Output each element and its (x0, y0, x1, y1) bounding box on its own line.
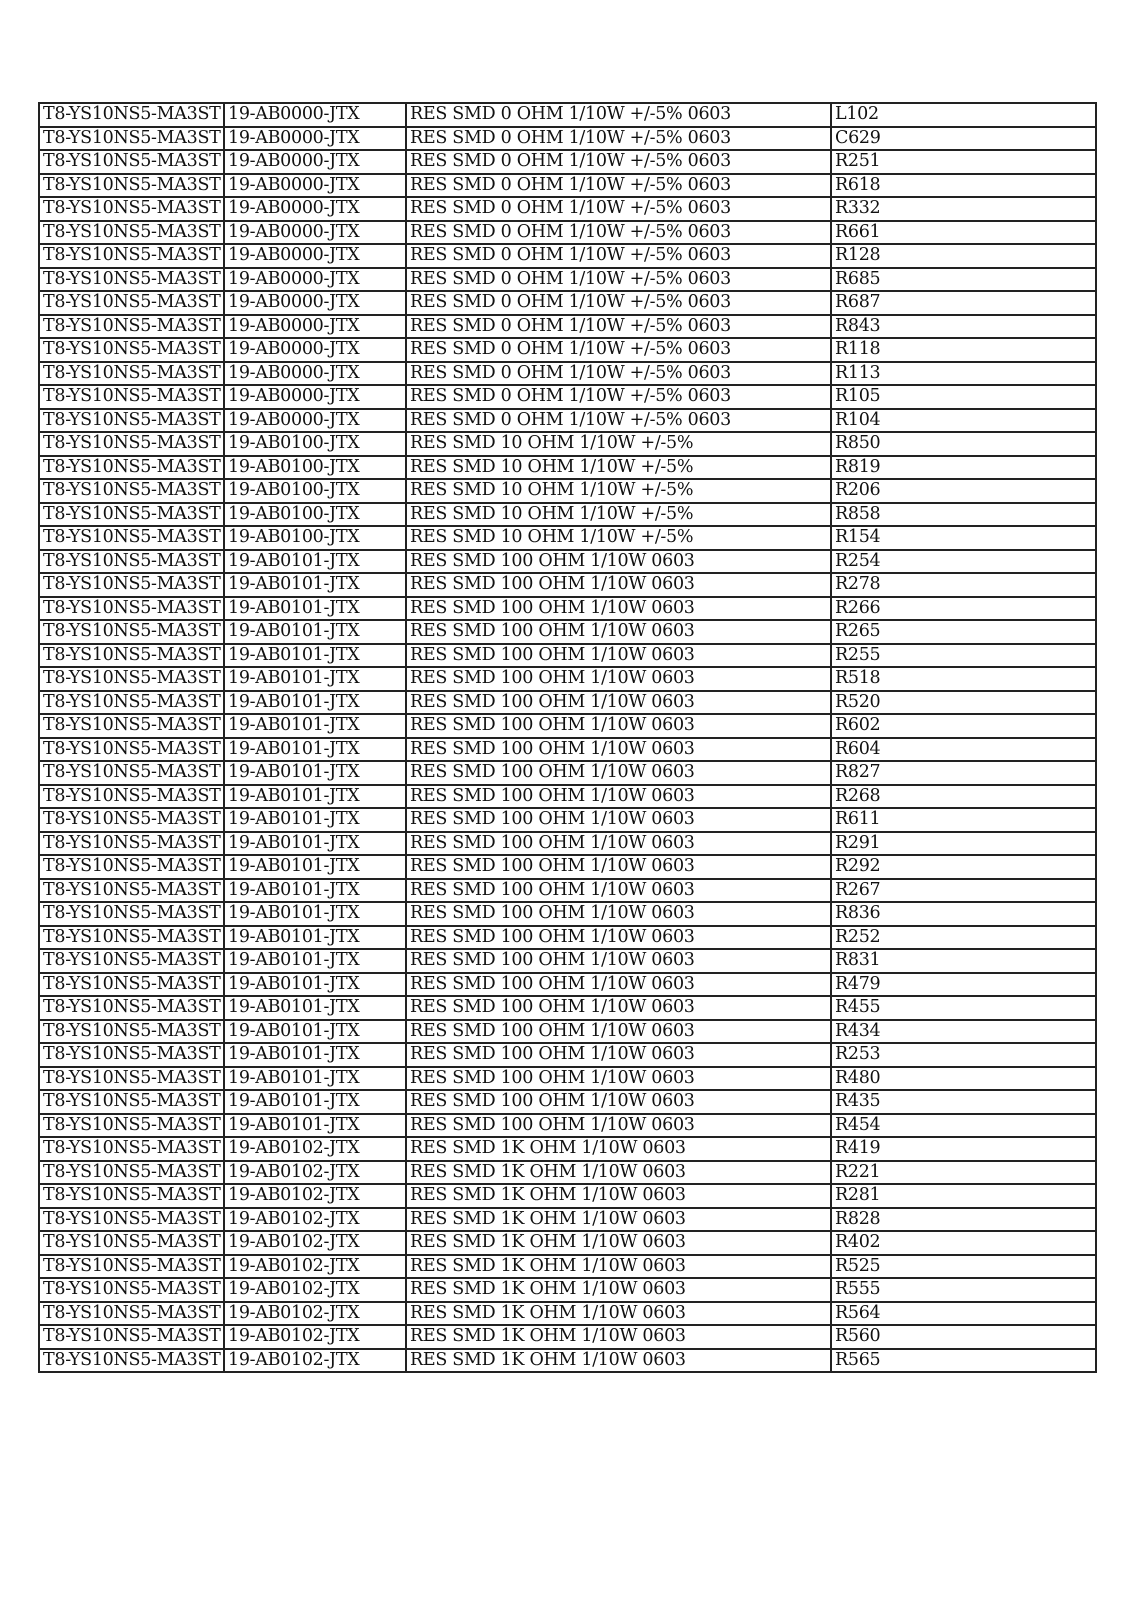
table-row (39, 597, 1096, 621)
table-row (39, 949, 1096, 973)
description-cell: RES SMD 100 OHM 1/10W 0603 (406, 879, 831, 903)
location-cell: R520 (831, 691, 1096, 715)
part-number-cell: 19-AB0000-JTX (224, 197, 406, 221)
location-cell: R836 (831, 902, 1096, 926)
part-number-cell: 19-AB0100-JTX (224, 503, 406, 527)
location-cell: R253 (831, 1043, 1096, 1067)
model-cell: T8-YS10NS5-MA3ST (39, 926, 224, 950)
description-cell: RES SMD 100 OHM 1/10W 0603 (406, 597, 831, 621)
model-cell: T8-YS10NS5-MA3ST (39, 174, 224, 198)
table-row (39, 902, 1096, 926)
table-row (39, 127, 1096, 151)
model-cell: T8-YS10NS5-MA3ST (39, 761, 224, 785)
description-cell: RES SMD 100 OHM 1/10W 0603 (406, 1043, 831, 1067)
table-row (39, 667, 1096, 691)
location-cell: R831 (831, 949, 1096, 973)
location-cell: R560 (831, 1325, 1096, 1349)
part-number-cell: 19-AB0101-JTX (224, 1043, 406, 1067)
location-cell: R128 (831, 244, 1096, 268)
table-row (39, 244, 1096, 268)
table-row (39, 526, 1096, 550)
description-cell: RES SMD 0 OHM 1/10W +/-5% 0603 (406, 338, 831, 362)
table-row (39, 1255, 1096, 1279)
location-cell: R332 (831, 197, 1096, 221)
table-row (39, 409, 1096, 433)
part-number-cell: 19-AB0101-JTX (224, 808, 406, 832)
part-number-cell: 19-AB0000-JTX (224, 409, 406, 433)
description-cell: RES SMD 1K OHM 1/10W 0603 (406, 1278, 831, 1302)
part-number-cell: 19-AB0000-JTX (224, 362, 406, 386)
description-cell: RES SMD 100 OHM 1/10W 0603 (406, 644, 831, 668)
description-cell: RES SMD 1K OHM 1/10W 0603 (406, 1302, 831, 1326)
table-row (39, 808, 1096, 832)
model-cell: T8-YS10NS5-MA3ST (39, 338, 224, 362)
part-number-cell: 19-AB0102-JTX (224, 1302, 406, 1326)
description-cell: RES SMD 100 OHM 1/10W 0603 (406, 550, 831, 574)
location-cell: R252 (831, 926, 1096, 950)
table-row (39, 1161, 1096, 1185)
model-cell: T8-YS10NS5-MA3ST (39, 385, 224, 409)
part-number-cell: 19-AB0101-JTX (224, 667, 406, 691)
model-cell: T8-YS10NS5-MA3ST (39, 409, 224, 433)
description-cell: RES SMD 100 OHM 1/10W 0603 (406, 808, 831, 832)
table-row (39, 1114, 1096, 1138)
description-cell: RES SMD 0 OHM 1/10W +/-5% 0603 (406, 197, 831, 221)
model-cell: T8-YS10NS5-MA3ST (39, 808, 224, 832)
location-cell: R278 (831, 573, 1096, 597)
location-cell: R113 (831, 362, 1096, 386)
model-cell: T8-YS10NS5-MA3ST (39, 550, 224, 574)
table-row (39, 714, 1096, 738)
part-number-cell: 19-AB0101-JTX (224, 738, 406, 762)
model-cell: T8-YS10NS5-MA3ST (39, 1043, 224, 1067)
model-cell: T8-YS10NS5-MA3ST (39, 996, 224, 1020)
part-number-cell: 19-AB0101-JTX (224, 620, 406, 644)
table-row (39, 550, 1096, 574)
part-number-cell: 19-AB0100-JTX (224, 456, 406, 480)
table-row (39, 315, 1096, 339)
location-cell: R435 (831, 1090, 1096, 1114)
location-cell: R267 (831, 879, 1096, 903)
location-cell: R687 (831, 291, 1096, 315)
location-cell: R565 (831, 1349, 1096, 1373)
part-number-cell: 19-AB0101-JTX (224, 1114, 406, 1138)
model-cell: T8-YS10NS5-MA3ST (39, 268, 224, 292)
part-number-cell: 19-AB0000-JTX (224, 174, 406, 198)
table-row (39, 573, 1096, 597)
description-cell: RES SMD 100 OHM 1/10W 0603 (406, 785, 831, 809)
part-number-cell: 19-AB0101-JTX (224, 832, 406, 856)
table-row (39, 174, 1096, 198)
location-cell: R602 (831, 714, 1096, 738)
model-cell: T8-YS10NS5-MA3ST (39, 221, 224, 245)
part-number-cell: 19-AB0101-JTX (224, 644, 406, 668)
description-cell: RES SMD 1K OHM 1/10W 0603 (406, 1184, 831, 1208)
part-number-cell: 19-AB0102-JTX (224, 1278, 406, 1302)
part-number-cell: 19-AB0100-JTX (224, 479, 406, 503)
part-number-cell: 19-AB0000-JTX (224, 338, 406, 362)
model-cell: T8-YS10NS5-MA3ST (39, 315, 224, 339)
model-cell: T8-YS10NS5-MA3ST (39, 1231, 224, 1255)
table-row (39, 103, 1096, 127)
part-number-cell: 19-AB0101-JTX (224, 761, 406, 785)
description-cell: RES SMD 100 OHM 1/10W 0603 (406, 855, 831, 879)
location-cell: R611 (831, 808, 1096, 832)
part-number-cell: 19-AB0101-JTX (224, 573, 406, 597)
location-cell: R118 (831, 338, 1096, 362)
model-cell: T8-YS10NS5-MA3ST (39, 879, 224, 903)
part-number-cell: 19-AB0102-JTX (224, 1161, 406, 1185)
model-cell: T8-YS10NS5-MA3ST (39, 291, 224, 315)
description-cell: RES SMD 10 OHM 1/10W +/-5% (406, 503, 831, 527)
part-number-cell: 19-AB0102-JTX (224, 1184, 406, 1208)
model-cell: T8-YS10NS5-MA3ST (39, 620, 224, 644)
description-cell: RES SMD 10 OHM 1/10W +/-5% (406, 526, 831, 550)
location-cell: R292 (831, 855, 1096, 879)
description-cell: RES SMD 0 OHM 1/10W +/-5% 0603 (406, 244, 831, 268)
model-cell: T8-YS10NS5-MA3ST (39, 691, 224, 715)
description-cell: RES SMD 0 OHM 1/10W +/-5% 0603 (406, 127, 831, 151)
description-cell: RES SMD 0 OHM 1/10W +/-5% 0603 (406, 174, 831, 198)
part-number-cell: 19-AB0101-JTX (224, 597, 406, 621)
model-cell: T8-YS10NS5-MA3ST (39, 479, 224, 503)
description-cell: RES SMD 1K OHM 1/10W 0603 (406, 1325, 831, 1349)
location-cell: R291 (831, 832, 1096, 856)
part-number-cell: 19-AB0101-JTX (224, 949, 406, 973)
table-row (39, 1184, 1096, 1208)
location-cell: R604 (831, 738, 1096, 762)
model-cell: T8-YS10NS5-MA3ST (39, 714, 224, 738)
part-number-cell: 19-AB0000-JTX (224, 150, 406, 174)
table-row (39, 1137, 1096, 1161)
table-row (39, 385, 1096, 409)
part-number-cell: 19-AB0000-JTX (224, 315, 406, 339)
part-number-cell: 19-AB0102-JTX (224, 1349, 406, 1373)
table-row (39, 197, 1096, 221)
location-cell: R828 (831, 1208, 1096, 1232)
part-number-cell: 19-AB0000-JTX (224, 127, 406, 151)
location-cell: R254 (831, 550, 1096, 574)
part-number-cell: 19-AB0101-JTX (224, 996, 406, 1020)
table-row (39, 973, 1096, 997)
model-cell: T8-YS10NS5-MA3ST (39, 1114, 224, 1138)
description-cell: RES SMD 100 OHM 1/10W 0603 (406, 996, 831, 1020)
model-cell: T8-YS10NS5-MA3ST (39, 902, 224, 926)
location-cell: R454 (831, 1114, 1096, 1138)
model-cell: T8-YS10NS5-MA3ST (39, 667, 224, 691)
description-cell: RES SMD 100 OHM 1/10W 0603 (406, 973, 831, 997)
model-cell: T8-YS10NS5-MA3ST (39, 362, 224, 386)
part-number-cell: 19-AB0102-JTX (224, 1231, 406, 1255)
location-cell: R265 (831, 620, 1096, 644)
table-row (39, 150, 1096, 174)
location-cell: R251 (831, 150, 1096, 174)
model-cell: T8-YS10NS5-MA3ST (39, 127, 224, 151)
part-number-cell: 19-AB0101-JTX (224, 714, 406, 738)
model-cell: T8-YS10NS5-MA3ST (39, 456, 224, 480)
location-cell: L102 (831, 103, 1096, 127)
location-cell: R685 (831, 268, 1096, 292)
part-number-cell: 19-AB0000-JTX (224, 244, 406, 268)
table-row (39, 1349, 1096, 1373)
description-cell: RES SMD 100 OHM 1/10W 0603 (406, 691, 831, 715)
description-cell: RES SMD 0 OHM 1/10W +/-5% 0603 (406, 268, 831, 292)
description-cell: RES SMD 100 OHM 1/10W 0603 (406, 1020, 831, 1044)
table-row (39, 1231, 1096, 1255)
model-cell: T8-YS10NS5-MA3ST (39, 644, 224, 668)
part-number-cell: 19-AB0000-JTX (224, 221, 406, 245)
table-row (39, 926, 1096, 950)
description-cell: RES SMD 0 OHM 1/10W +/-5% 0603 (406, 291, 831, 315)
parts-table-body (39, 103, 1096, 1372)
description-cell: RES SMD 1K OHM 1/10W 0603 (406, 1349, 831, 1373)
location-cell: R618 (831, 174, 1096, 198)
table-row (39, 1208, 1096, 1232)
location-cell: R850 (831, 432, 1096, 456)
table-row (39, 1325, 1096, 1349)
part-number-cell: 19-AB0101-JTX (224, 855, 406, 879)
table-row (39, 221, 1096, 245)
model-cell: T8-YS10NS5-MA3ST (39, 197, 224, 221)
location-cell: R402 (831, 1231, 1096, 1255)
description-cell: RES SMD 0 OHM 1/10W +/-5% 0603 (406, 315, 831, 339)
part-number-cell: 19-AB0101-JTX (224, 1020, 406, 1044)
part-number-cell: 19-AB0100-JTX (224, 526, 406, 550)
model-cell: T8-YS10NS5-MA3ST (39, 597, 224, 621)
model-cell: T8-YS10NS5-MA3ST (39, 832, 224, 856)
part-number-cell: 19-AB0102-JTX (224, 1137, 406, 1161)
table-row (39, 432, 1096, 456)
part-number-cell: 19-AB0000-JTX (224, 291, 406, 315)
model-cell: T8-YS10NS5-MA3ST (39, 103, 224, 127)
part-number-cell: 19-AB0000-JTX (224, 103, 406, 127)
description-cell: RES SMD 0 OHM 1/10W +/-5% 0603 (406, 103, 831, 127)
model-cell: T8-YS10NS5-MA3ST (39, 526, 224, 550)
location-cell: R480 (831, 1067, 1096, 1091)
location-cell: R221 (831, 1161, 1096, 1185)
table-row (39, 879, 1096, 903)
model-cell: T8-YS10NS5-MA3ST (39, 1349, 224, 1373)
description-cell: RES SMD 1K OHM 1/10W 0603 (406, 1208, 831, 1232)
table-row (39, 1020, 1096, 1044)
model-cell: T8-YS10NS5-MA3ST (39, 973, 224, 997)
part-number-cell: 19-AB0102-JTX (224, 1325, 406, 1349)
location-cell: R555 (831, 1278, 1096, 1302)
table-row (39, 1043, 1096, 1067)
part-number-cell: 19-AB0102-JTX (224, 1255, 406, 1279)
part-number-cell: 19-AB0100-JTX (224, 432, 406, 456)
table-row (39, 785, 1096, 809)
model-cell: T8-YS10NS5-MA3ST (39, 1278, 224, 1302)
model-cell: T8-YS10NS5-MA3ST (39, 150, 224, 174)
location-cell: R154 (831, 526, 1096, 550)
description-cell: RES SMD 10 OHM 1/10W +/-5% (406, 479, 831, 503)
part-number-cell: 19-AB0101-JTX (224, 973, 406, 997)
model-cell: T8-YS10NS5-MA3ST (39, 855, 224, 879)
model-cell: T8-YS10NS5-MA3ST (39, 1090, 224, 1114)
description-cell: RES SMD 1K OHM 1/10W 0603 (406, 1231, 831, 1255)
table-row (39, 620, 1096, 644)
description-cell: RES SMD 10 OHM 1/10W +/-5% (406, 432, 831, 456)
table-row (39, 456, 1096, 480)
location-cell: R434 (831, 1020, 1096, 1044)
part-number-cell: 19-AB0101-JTX (224, 691, 406, 715)
table-row (39, 996, 1096, 1020)
description-cell: RES SMD 10 OHM 1/10W +/-5% (406, 456, 831, 480)
part-number-cell: 19-AB0101-JTX (224, 879, 406, 903)
location-cell: R518 (831, 667, 1096, 691)
table-row (39, 1067, 1096, 1091)
description-cell: RES SMD 100 OHM 1/10W 0603 (406, 667, 831, 691)
table-row (39, 761, 1096, 785)
part-number-cell: 19-AB0101-JTX (224, 1067, 406, 1091)
location-cell: R281 (831, 1184, 1096, 1208)
table-row (39, 1278, 1096, 1302)
description-cell: RES SMD 0 OHM 1/10W +/-5% 0603 (406, 385, 831, 409)
table-row (39, 479, 1096, 503)
part-number-cell: 19-AB0101-JTX (224, 785, 406, 809)
part-number-cell: 19-AB0101-JTX (224, 902, 406, 926)
description-cell: RES SMD 0 OHM 1/10W +/-5% 0603 (406, 221, 831, 245)
model-cell: T8-YS10NS5-MA3ST (39, 503, 224, 527)
table-row (39, 503, 1096, 527)
location-cell: R858 (831, 503, 1096, 527)
part-number-cell: 19-AB0000-JTX (224, 268, 406, 292)
description-cell: RES SMD 100 OHM 1/10W 0603 (406, 738, 831, 762)
model-cell: T8-YS10NS5-MA3ST (39, 1302, 224, 1326)
description-cell: RES SMD 100 OHM 1/10W 0603 (406, 902, 831, 926)
model-cell: T8-YS10NS5-MA3ST (39, 432, 224, 456)
description-cell: RES SMD 100 OHM 1/10W 0603 (406, 714, 831, 738)
location-cell: R268 (831, 785, 1096, 809)
location-cell: R819 (831, 456, 1096, 480)
table-row (39, 338, 1096, 362)
part-number-cell: 19-AB0101-JTX (224, 1090, 406, 1114)
table-row (39, 855, 1096, 879)
table-row (39, 362, 1096, 386)
description-cell: RES SMD 0 OHM 1/10W +/-5% 0603 (406, 362, 831, 386)
model-cell: T8-YS10NS5-MA3ST (39, 738, 224, 762)
description-cell: RES SMD 100 OHM 1/10W 0603 (406, 926, 831, 950)
location-cell: R455 (831, 996, 1096, 1020)
location-cell: R564 (831, 1302, 1096, 1326)
table-row (39, 291, 1096, 315)
description-cell: RES SMD 1K OHM 1/10W 0603 (406, 1161, 831, 1185)
model-cell: T8-YS10NS5-MA3ST (39, 1255, 224, 1279)
location-cell: R104 (831, 409, 1096, 433)
model-cell: T8-YS10NS5-MA3ST (39, 1137, 224, 1161)
location-cell: R206 (831, 479, 1096, 503)
location-cell: R827 (831, 761, 1096, 785)
model-cell: T8-YS10NS5-MA3ST (39, 1208, 224, 1232)
part-number-cell: 19-AB0101-JTX (224, 926, 406, 950)
description-cell: RES SMD 100 OHM 1/10W 0603 (406, 949, 831, 973)
table-row (39, 644, 1096, 668)
table-row (39, 1090, 1096, 1114)
description-cell: RES SMD 100 OHM 1/10W 0603 (406, 1090, 831, 1114)
model-cell: T8-YS10NS5-MA3ST (39, 244, 224, 268)
model-cell: T8-YS10NS5-MA3ST (39, 1325, 224, 1349)
table-row (39, 738, 1096, 762)
model-cell: T8-YS10NS5-MA3ST (39, 949, 224, 973)
model-cell: T8-YS10NS5-MA3ST (39, 785, 224, 809)
table-row (39, 691, 1096, 715)
description-cell: RES SMD 100 OHM 1/10W 0603 (406, 1067, 831, 1091)
location-cell: R266 (831, 597, 1096, 621)
description-cell: RES SMD 100 OHM 1/10W 0603 (406, 1114, 831, 1138)
location-cell: R525 (831, 1255, 1096, 1279)
part-number-cell: 19-AB0102-JTX (224, 1208, 406, 1232)
model-cell: T8-YS10NS5-MA3ST (39, 1184, 224, 1208)
location-cell: R843 (831, 315, 1096, 339)
table-row (39, 832, 1096, 856)
table-row (39, 1302, 1096, 1326)
model-cell: T8-YS10NS5-MA3ST (39, 1020, 224, 1044)
location-cell: R661 (831, 221, 1096, 245)
part-number-cell: 19-AB0101-JTX (224, 550, 406, 574)
part-number-cell: 19-AB0000-JTX (224, 385, 406, 409)
model-cell: T8-YS10NS5-MA3ST (39, 1067, 224, 1091)
description-cell: RES SMD 0 OHM 1/10W +/-5% 0603 (406, 150, 831, 174)
description-cell: RES SMD 1K OHM 1/10W 0603 (406, 1137, 831, 1161)
description-cell: RES SMD 100 OHM 1/10W 0603 (406, 573, 831, 597)
model-cell: T8-YS10NS5-MA3ST (39, 1161, 224, 1185)
description-cell: RES SMD 1K OHM 1/10W 0603 (406, 1255, 831, 1279)
location-cell: R105 (831, 385, 1096, 409)
location-cell: R479 (831, 973, 1096, 997)
parts-table (38, 102, 1097, 1373)
description-cell: RES SMD 100 OHM 1/10W 0603 (406, 620, 831, 644)
model-cell: T8-YS10NS5-MA3ST (39, 573, 224, 597)
location-cell: C629 (831, 127, 1096, 151)
description-cell: RES SMD 100 OHM 1/10W 0603 (406, 761, 831, 785)
description-cell: RES SMD 100 OHM 1/10W 0603 (406, 832, 831, 856)
location-cell: R419 (831, 1137, 1096, 1161)
table-row (39, 268, 1096, 292)
description-cell: RES SMD 0 OHM 1/10W +/-5% 0603 (406, 409, 831, 433)
location-cell: R255 (831, 644, 1096, 668)
